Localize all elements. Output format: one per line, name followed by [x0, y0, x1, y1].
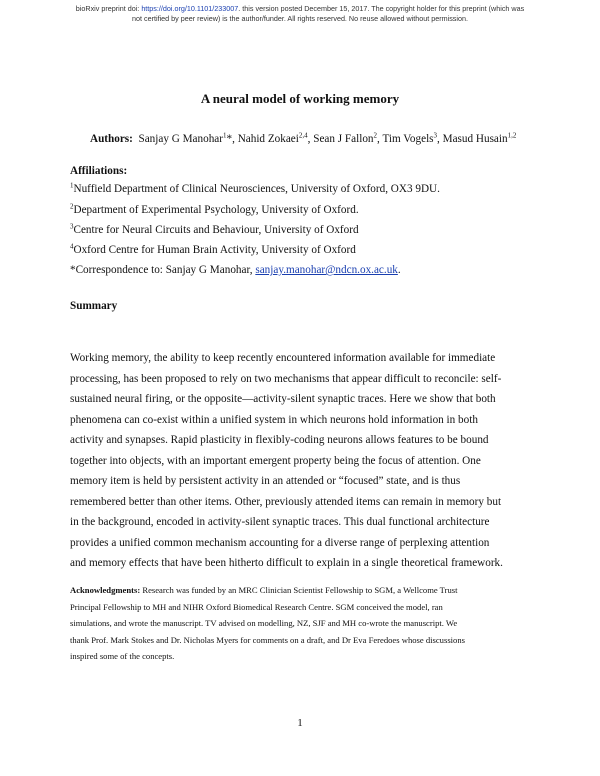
correspondence-label: *Correspondence to: Sanjay G Manohar, — [70, 264, 256, 276]
authors-line — [90, 133, 550, 145]
paper-title: A neural model of working memory — [200, 91, 400, 106]
header-suffix: . this version posted December 15, 2017. The copyright holder for this preprint (which was — [238, 4, 525, 13]
affiliation-item — [70, 204, 359, 216]
summary-line: in the background, encoded in activity-silent synaptic traces. This dual functional architecture — [70, 516, 490, 528]
summary-line: phenomena can co-exist within a unified system in which neurons hold information in both — [70, 413, 478, 426]
acknowledgments-line: Principal Fellowship to MH and NIHR Oxford Biomedical Research Centre. SGM conceived the model, ran — [70, 601, 443, 612]
author-separator: , — [307, 133, 314, 145]
acknowledgments-line: inspired some of the concepts. — [70, 651, 175, 661]
author-name: Masud Husain — [442, 133, 508, 145]
summary-line: activity and synapses. Rapid plasticity in flexibly-coding neurons allows features to be bound — [70, 434, 489, 446]
author-affiliation-sup: 2 — [373, 131, 378, 140]
affiliation-text: Centre for Neural Circuits and Behaviour, University of Oxford — [73, 224, 359, 236]
author-affiliation-sup: 1,2 — [507, 131, 517, 140]
preprint-header — [0, 4, 600, 23]
affiliation-text: Nuffield Department of Clinical Neurosciences, University of Oxford, OX3 9DU. — [73, 183, 440, 195]
affiliation-text: Oxford Centre for Human Brain Activity, University of Oxford — [73, 244, 356, 256]
summary-line: and memory effects that have been hitherto difficult to explain in a single theoretical framework. — [70, 557, 503, 569]
author-affiliation-sup: 1 — [223, 131, 227, 140]
affiliation-sup: 4 — [70, 242, 74, 251]
affiliation-item — [70, 224, 359, 236]
author-affiliation-sup: 3 — [433, 131, 438, 140]
acknowledgments-first-line — [70, 582, 540, 599]
page-number: 1 — [297, 717, 303, 729]
correspondence-line — [70, 264, 401, 276]
summary-paragraph — [70, 348, 530, 574]
header-line-2: not certified by peer review) is the author/funder. All rights reserved. No reuse allowed without permission. — [132, 13, 468, 23]
summary-line: Working memory, the ability to keep recently encountered information available for immediate — [70, 352, 496, 364]
acknowledgments-label: Acknowledgments: — [70, 585, 141, 595]
affiliation-sup: 3 — [70, 222, 74, 231]
summary-line: sustained neural firing, or the opposite—activity-silent synaptic traces. Here we show that both — [70, 393, 496, 405]
affiliation-sup: 2 — [70, 202, 74, 211]
acknowledgments-text: Research was funded by an MRC Clinician Scientist Fellowship to SGM, a Wellcome Trust — [140, 585, 458, 595]
acknowledgments-line: simulations, and wrote the manuscript. TV advised on modelling, NZ, SJF and MH co-wrote the manuscript. We — [70, 618, 458, 628]
author-name: Sanjay G Manohar — [138, 133, 223, 145]
author-name: Tim Vogels — [382, 133, 434, 145]
affiliations-heading: Affiliations: — [70, 165, 128, 177]
header-prefix: bioRxiv preprint doi: — [75, 4, 142, 13]
acknowledgments-line: thank Prof. Mark Stokes and Dr. Nicholas Myers for comments on a draft, and Dr Eva Feredoes whose discussions — [70, 634, 465, 645]
author-name: Sean J Fallon — [313, 133, 374, 145]
summary-line: provides a unified common mechanism accounting for a diverse range of perplexing attention — [70, 536, 490, 549]
correspondence-end: . — [397, 264, 401, 276]
header-line-1 — [0, 4, 600, 14]
summary-line: remembered better than other items. Other, previously attended items can remain in memory but — [70, 495, 502, 508]
summary-line: processing, has been proposed to rely on two mechanisms that appear difficult to reconcile: self- — [70, 372, 502, 385]
author-name: Nahid Zokaei — [237, 133, 299, 145]
author-separator: *, — [226, 133, 238, 145]
affiliation-item — [70, 244, 356, 256]
author-separator: , — [437, 133, 443, 145]
correspondence-email-link[interactable]: sanjay.manohar@ndcn.ox.ac.uk — [255, 264, 398, 276]
author-separator: , — [377, 133, 383, 145]
acknowledgments-paragraph — [70, 582, 540, 665]
affiliation-item — [70, 183, 440, 195]
doi-link[interactable]: https://doi.org/10.1101/233007 — [141, 4, 239, 13]
author-affiliation-sup: 2,4 — [298, 131, 308, 140]
affiliation-sup: 1 — [70, 181, 74, 190]
authors-label: Authors: — [90, 133, 133, 145]
summary-line: memory item is held by persistent activity in an attended or “focused” state, and is thus — [70, 475, 461, 487]
affiliation-text: Department of Experimental Psychology, University of Oxford. — [73, 204, 359, 216]
summary-heading: Summary — [70, 300, 118, 312]
summary-line: together into objects, with an important emergent property being the focus of attention. One — [70, 454, 481, 467]
